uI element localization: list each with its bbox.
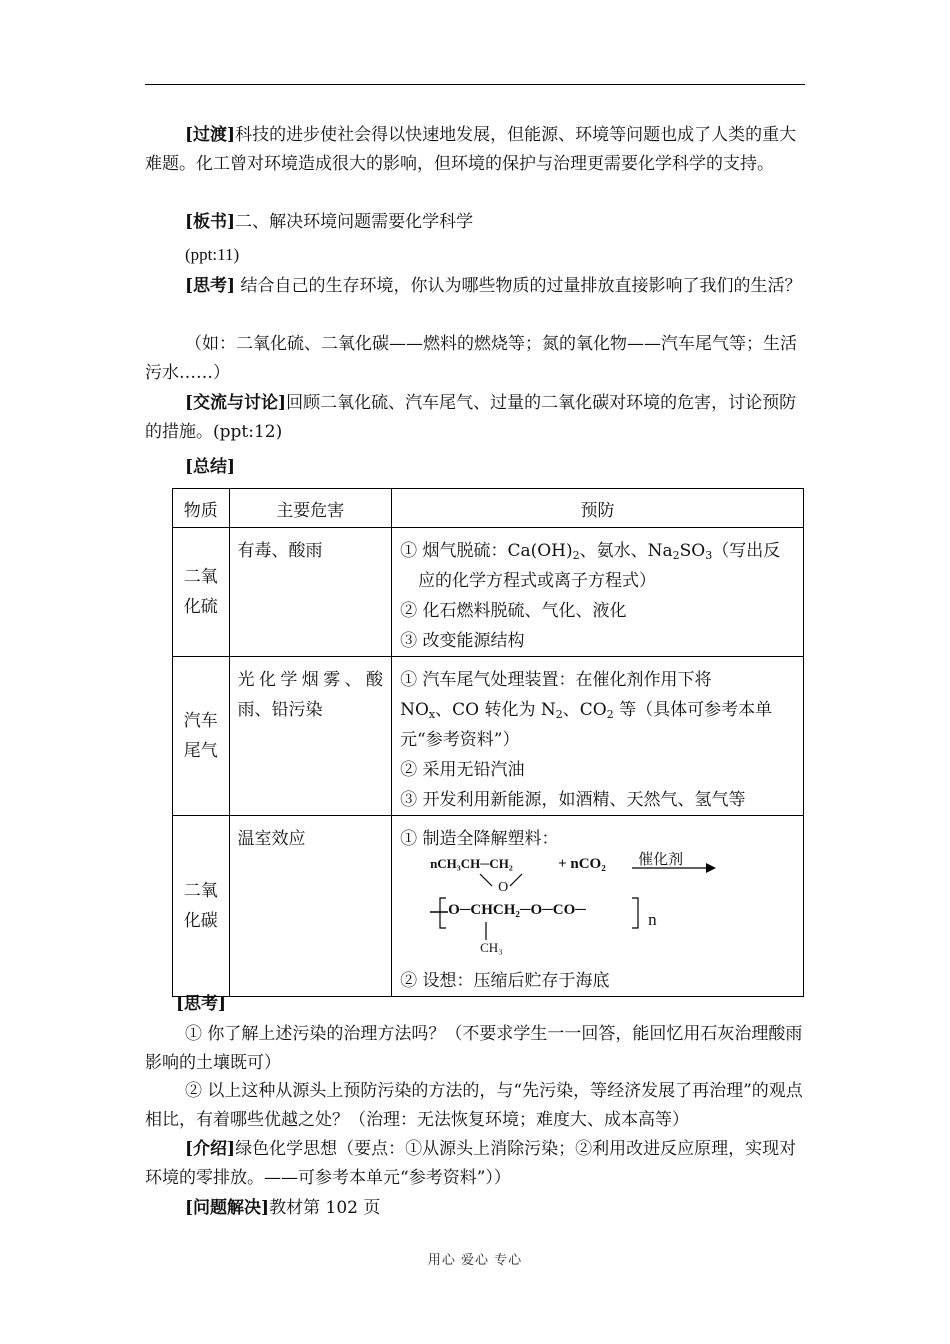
header-prevention: 预防 — [392, 489, 804, 528]
so2-m1-sub1: 2 — [572, 549, 580, 562]
polymer-n: n — [648, 910, 657, 929]
tag-think-2: [思考] — [176, 994, 227, 1014]
so2-measure-1 — [400, 536, 795, 566]
tag-board: [板书] — [185, 212, 236, 232]
paragraph-transition — [145, 121, 807, 179]
substance-cell-exhaust — [173, 657, 230, 816]
discussion-text: 回顾二氧化硫、汽车尾气、过量的二氧化碳对环境的危害，讨论预防的措施。(ppt:12) — [145, 393, 797, 442]
paragraph-discussion — [145, 389, 807, 447]
tag-discussion: [交流与讨论] — [185, 393, 287, 413]
board-text: 二、解决环境问题需要化学科学 — [235, 212, 474, 232]
co2-measure-2: ② 设想：压缩后贮存于海底 — [400, 971, 610, 991]
question-2: ② 以上这种从源头上预防污染的方法的，与“先污染，等经济发展了再治理”的观点相比，有着哪些优越之处？（治理：无法恢复环境；难度大、成本高等） — [145, 1081, 803, 1130]
exhaust-measure-1-cont — [400, 695, 795, 725]
exhaust-m1-sub1: x — [428, 708, 436, 721]
exhaust-m1-b3: 、CO — [562, 700, 607, 720]
prevention-cell-exhaust — [392, 657, 804, 816]
so2-measure-3: ③ 改变能源结构 — [400, 631, 525, 651]
chemical-equation — [400, 850, 790, 974]
epoxide-bond-left — [480, 874, 492, 886]
think-text: 结合自己的生存环境，你认为哪些物质的过量排放直接影响了我们的生活？ — [235, 276, 802, 296]
harm-cell-co2 — [229, 816, 392, 997]
tag-problem-solving: [问题解决] — [185, 1198, 270, 1218]
exhaust-measure-1-end: 元“参考资料”） — [400, 730, 520, 750]
prevention-cell-so2 — [392, 528, 804, 657]
substance-so2-line1: 二氧 — [183, 567, 218, 587]
harm-cell-so2 — [229, 528, 392, 657]
exhaust-m1-sub3: 2 — [606, 708, 614, 721]
substance-exhaust-line1: 汽车 — [183, 711, 218, 731]
harm-exhaust: 光化学烟雾、酸雨、铅污染 — [237, 670, 384, 720]
so2-measure-2: ② 化石燃料脱硫、气化、液化 — [400, 601, 627, 621]
paragraph-problem-solving — [145, 1194, 807, 1223]
substance-co2-line1: 二氧 — [183, 881, 218, 901]
so2-m1-d: （写出反 — [712, 541, 781, 561]
introduction-text: 绿色化学思想（要点：①从源头上消除污染；②利用改进反应原理，实现对环境的零排放。——可参考本单元“参考资料”）） — [145, 1139, 797, 1188]
header-harm: 主要危害 — [229, 489, 392, 528]
catalyst-label: 催化剂 — [638, 850, 684, 868]
exhaust-m1-sub2: 2 — [555, 708, 563, 721]
bracket-right — [632, 898, 638, 928]
so2-measure-1-cont: 应的化学方程式或离子方程式） — [418, 571, 657, 591]
exhaust-m1-b2: 、CO 转化为 N — [435, 700, 556, 720]
reaction-arrow-head — [706, 863, 716, 873]
bracket-left — [440, 898, 446, 928]
substance-exhaust-line2: 尾气 — [183, 741, 218, 761]
so2-m1-b: 、氨水、Na — [579, 541, 673, 561]
substance-cell-co2 — [173, 816, 230, 997]
exhaust-m1-b4: 等（具体可参考本单 — [613, 700, 773, 720]
so2-m1-sub2: 2 — [672, 549, 680, 562]
harm-co2: 温室效应 — [237, 829, 306, 849]
page-footer: 用心 爱心 专心 — [427, 1253, 523, 1268]
question-1: ① 你了解上述污染的治理方法吗？（不要求学生一一回答，能回忆用石灰治理酸雨影响的土壤既可） — [145, 1024, 803, 1073]
problem-solving-text: 教材第 102 页 — [269, 1198, 381, 1218]
summary-table — [172, 488, 804, 997]
exhaust-measure-3: ③ 开发利用新能源，如酒精、天然气、氢气等 — [400, 790, 746, 810]
so2-m1-c: SO — [679, 541, 706, 561]
prevention-cell-co2 — [392, 816, 804, 997]
transition-text: 科技的进步使社会得以快速地发展，但能源、环境等问题也成了人类的重大难题。化工曾对环境造成很大的影响，但环境的保护与治理更需要化学科学的支持。 — [145, 125, 797, 174]
substance-cell-so2 — [173, 528, 230, 657]
exhaust-m1-b1: NO — [400, 700, 429, 720]
exhaust-measure-2: ② 采用无铅汽油 — [400, 760, 525, 780]
reactant-formula: nCH₃CH─CH₂ — [430, 856, 513, 871]
exhaust-measure-1: ① 汽车尾气处理装置：在催化剂作用下将 — [400, 670, 712, 690]
tag-transition: [过渡] — [185, 125, 236, 145]
methyl-branch: CH₃ — [480, 940, 503, 955]
epoxide-bond-right — [510, 874, 522, 886]
table-header-row — [173, 489, 804, 528]
table-row-co2 — [173, 816, 804, 997]
substance-so2-line2: 化硫 — [183, 597, 218, 617]
tag-think: [思考] — [185, 276, 236, 296]
epoxide-oxygen: O — [498, 880, 509, 895]
co2-measure-1: ① 制造全降解塑料： — [400, 829, 559, 849]
paragraph-think — [145, 272, 807, 301]
substance-co2-line2: 化碳 — [183, 911, 218, 931]
paragraph-examples: （如：二氧化硫、二氧化碳——燃料的燃烧等；氮的氧化物——汽车尾气等；生活污水……） — [145, 334, 797, 383]
harm-cell-exhaust — [229, 657, 392, 816]
so2-m1-a: ① 烟气脱硫：Ca(OH) — [400, 541, 573, 561]
header-rule — [145, 84, 805, 85]
tag-introduction: [介绍] — [185, 1139, 236, 1159]
paragraph-introduction — [145, 1135, 807, 1193]
polymer-formula: O─CHCH₂─O─CO─ — [448, 902, 586, 918]
tag-summary: [总结] — [185, 457, 236, 477]
header-substance: 物质 — [173, 489, 230, 528]
table-row-so2 — [173, 528, 804, 657]
paragraph-board — [145, 208, 807, 237]
ppt-ref-11: (ppt:11) — [185, 245, 240, 264]
harm-so2: 有毒、酸雨 — [237, 541, 323, 561]
so2-m1-sub3: 3 — [705, 549, 713, 562]
table-row-exhaust — [173, 657, 804, 816]
plus-co2: + nCO₂ — [558, 856, 606, 872]
